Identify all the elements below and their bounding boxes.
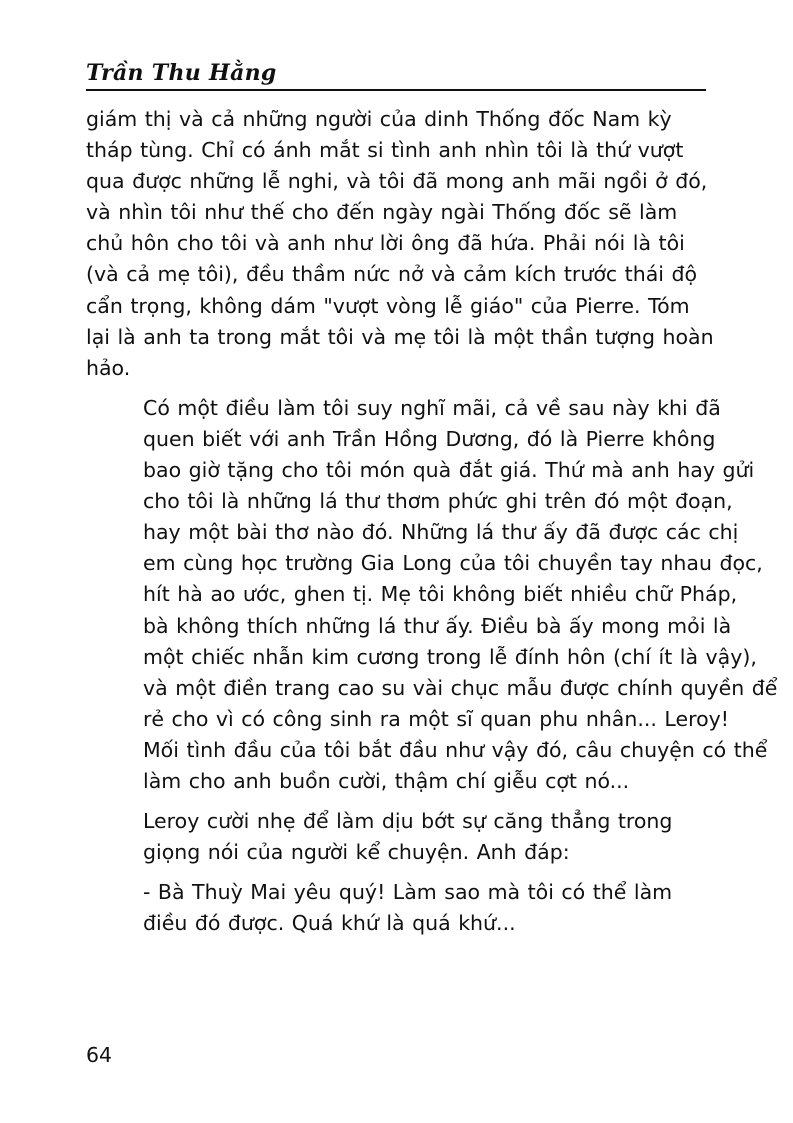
paragraph <box>86 393 778 797</box>
text-line: bà không thích những lá thư ấy. Điều bà ấy mong mỏi là <box>143 613 732 638</box>
page-number: 64 <box>86 1043 113 1067</box>
text-line: bao giờ tặng cho tôi món quà đắt giá. Thứ mà anh hay gửi <box>143 458 755 483</box>
text-line: (và cả mẹ tôi), đều thầm nức nở và cảm kích trước thái độ <box>86 262 698 287</box>
text-line: tháp tùng. Chỉ có ánh mắt si tình anh nhìn tôi là thứ vượt <box>86 138 684 163</box>
text-line: làm cho anh buồn cười, thậm chí giễu cợt nó... <box>143 768 630 793</box>
text-line: em cùng học trường Gia Long của tôi chuyền tay nhau đọc, <box>143 551 763 576</box>
header-author: Trần Thu Hằng <box>86 60 277 86</box>
text-line: rẻ cho vì có công sinh ra một sĩ quan phu nhân... Leroy! <box>143 706 729 731</box>
text-line: Có một điều làm tôi suy nghĩ mãi, cả về sau này khi đã <box>143 395 721 420</box>
text-line: chủ hôn cho tôi và anh như lời ông đã hứa. Phải nói là tôi <box>86 231 685 256</box>
paragraph <box>86 806 710 868</box>
paragraph <box>86 104 714 384</box>
text-line: hay một bài thơ nào đó. Những lá thư ấy đã được các chị <box>143 520 739 545</box>
paragraph <box>86 877 710 939</box>
running-header <box>86 58 706 94</box>
text-line: và một điền trang cao su vài chục mẫu được chính quyền để <box>143 675 778 700</box>
text-line: Mối tình đầu của tôi bắt đầu như vậy đó, câu chuyện có thể <box>143 737 768 762</box>
text-line: giọng nói của người kể chuyện. Anh đáp: <box>143 840 570 865</box>
body-text <box>86 104 778 939</box>
text-line: cho tôi là những lá thư thơm phức ghi trên đó một đoạn, <box>143 489 733 514</box>
header-rule <box>86 89 706 91</box>
text-line: - Bà Thuỳ Mai yêu quý! Làm sao mà tôi có thể làm <box>143 880 673 905</box>
text-line: Leroy cười nhẹ để làm dịu bớt sự căng thẳng trong <box>143 809 673 834</box>
text-line: hảo. <box>86 355 131 380</box>
text-line: cẩn trọng, không dám "vượt vòng lễ giáo" của Pierre. Tóm <box>86 293 690 318</box>
text-line: quen biết với anh Trần Hồng Dương, đó là Pierre không <box>143 426 716 451</box>
text-line: lại là anh ta trong mắt tôi và mẹ tôi là một thần tượng hoàn <box>86 324 714 349</box>
text-line: một chiếc nhẫn kim cương trong lễ đính hôn (chí ít là vậy), <box>143 644 757 669</box>
text-line: hít hà ao ước, ghen tị. Mẹ tôi không biết nhiều chữ Pháp, <box>143 582 738 607</box>
text-line: qua được những lễ nghi, và tôi đã mong anh mãi ngồi ở đó, <box>86 169 708 194</box>
text-line: và nhìn tôi như thế cho đến ngày ngài Thống đốc sẽ làm <box>86 200 678 225</box>
text-line: giám thị và cả những người của dinh Thống đốc Nam kỳ <box>86 107 672 131</box>
text-line: điều đó được. Quá khứ là quá khứ... <box>143 911 516 936</box>
